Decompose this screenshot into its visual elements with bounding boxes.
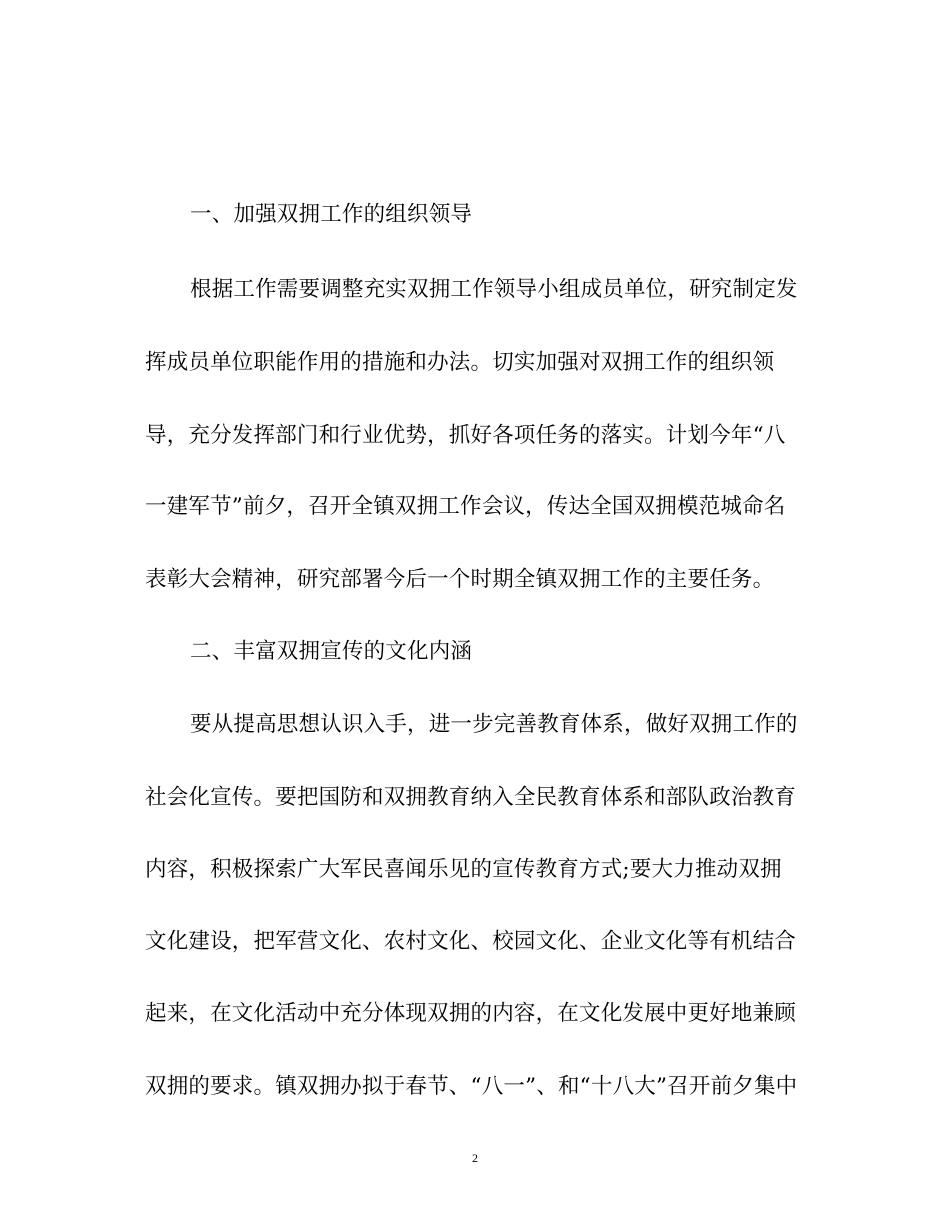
paragraph-1-line-5: 表彰大会精神，研究部署今后一个时期全镇双拥工作的主要任务。 xyxy=(145,567,775,592)
paragraph-1-line-1: 根据工作需要调整充实双拥工作领导小组成员单位，研究制定发 xyxy=(190,277,798,302)
paragraph-1-line-4: 一建军节”前夕，召开全镇双拥工作会议，传达全国双拥模范城命名 xyxy=(145,494,786,519)
paragraph-2-line-2: 社会化宣传。要把国防和双拥教育纳入全民教育体系和部队政治教育 xyxy=(145,785,797,810)
section-heading-1: 一、加强双拥工作的组织领导 xyxy=(190,202,473,227)
paragraph-2-line-6: 双拥的要求。镇双拥办拟于春节、“八一”、和“十八大”召开前夕集中 xyxy=(145,1074,798,1099)
paragraph-2-line-4: 文化建设，把军营文化、农村文化、校园文化、企业文化等有机结合 xyxy=(145,929,797,954)
paragraph-2-line-5: 起来，在文化活动中充分体现双拥的内容，在文化发展中更好地兼顾 xyxy=(145,1001,797,1026)
section-heading-2: 二、丰富双拥宣传的文化内涵 xyxy=(190,639,473,664)
paragraph-1-line-2: 挥成员单位职能作用的措施和办法。切实加强对双拥工作的组织领 xyxy=(145,350,775,375)
paragraph-1-line-3: 导，充分发挥部门和行业优势，抓好各项任务的落实。计划今年“八 xyxy=(145,423,786,448)
paragraph-2-line-1: 要从提高思想认识入手，进一步完善教育体系，做好双拥工作的 xyxy=(190,712,798,737)
paragraph-2-line-3: 内容，积极探索广大军民喜闻乐见的宣传教育方式;要大力推动双拥 xyxy=(145,857,782,882)
page-number: 2 xyxy=(472,1151,478,1165)
